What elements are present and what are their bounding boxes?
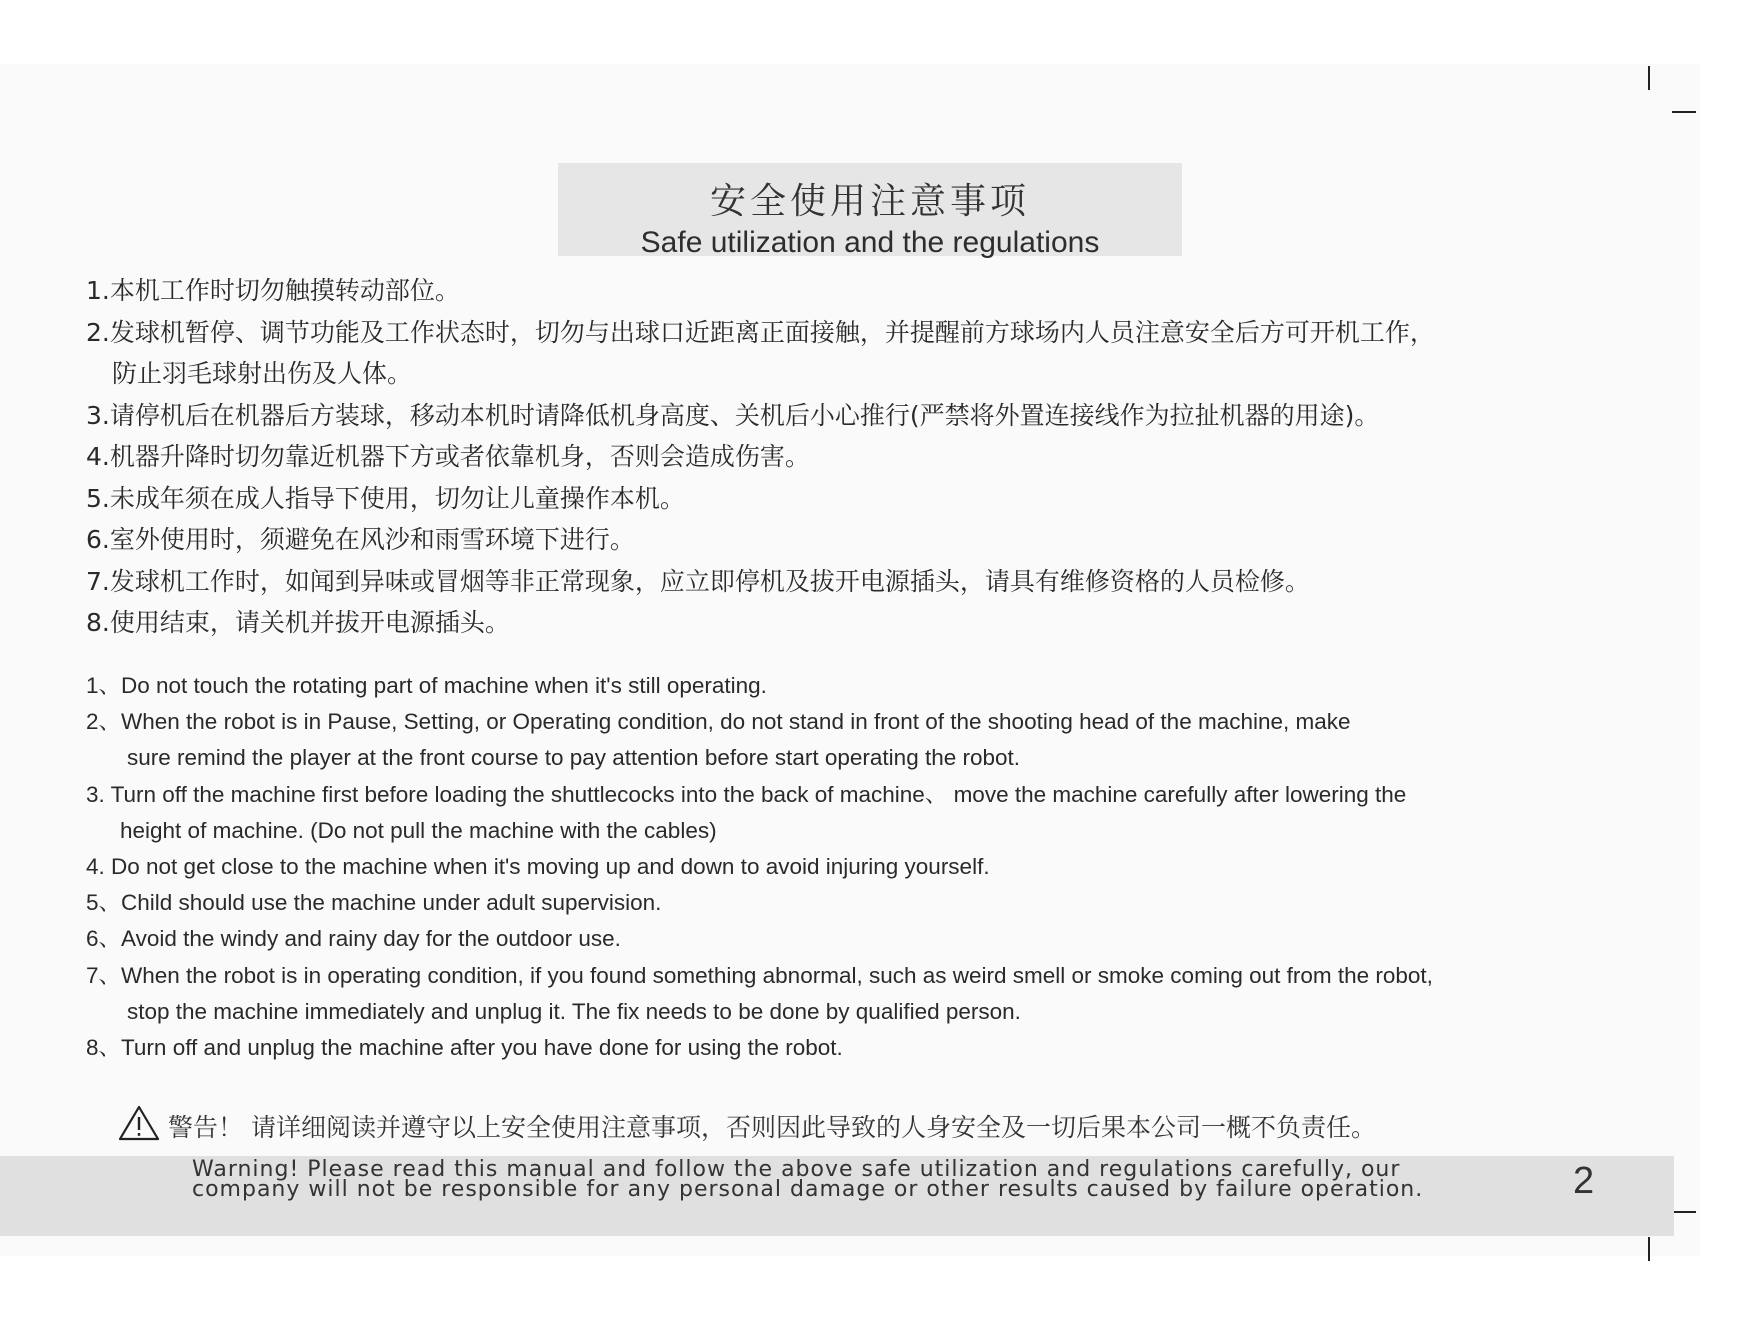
warning-chinese (118, 1105, 1376, 1147)
zh-item-5: 5.未成年须在成人指导下使用，切勿让儿童操作本机。 (86, 483, 685, 513)
warning-english-line-2: company will not be responsible for any personal damage or other results caused by failure operation. (192, 1177, 1424, 1202)
en-item-1: 1、Do not touch the rotating part of machine when it's still operating. (86, 673, 767, 698)
crop-mark-bottom-vertical (1648, 1237, 1650, 1261)
zh-item-2-continued: 防止羽毛球射出伤及人体。 (112, 359, 413, 388)
zh-item-7: 7.发球机工作时，如闻到异味或冒烟等非正常现象，应立即停机及拔开电源插头，请具有维修资格的人员检修。 (86, 566, 1310, 596)
warning-triangle-icon (118, 1105, 160, 1147)
en-item-4: 4. Do not get close to the machine when it's moving up and down to avoid injuring yourself. (86, 853, 990, 879)
title-box (558, 163, 1182, 259)
en-item-7-continued: stop the machine immediately and unplug it. The fix needs to be done by qualified person. (127, 998, 1021, 1024)
title-english: Safe utilization and the regulations (640, 226, 1100, 259)
en-item-8: 8、Turn off and unplug the machine after you have done for using the robot. (86, 1034, 843, 1060)
en-item-3: 3. Turn off the machine first before loading the shuttlecocks into the back of machine、 move the machine carefully after lowering the (86, 781, 1407, 807)
en-item-6: 6、Avoid the windy and rainy day for the outdoor use. (86, 926, 621, 952)
en-item-5: 5、Child should use the machine under adult supervision. (86, 890, 662, 916)
warning-english-line-1: Warning! Please read this manual and follow the above safe utilization and regulations carefully, our (192, 1157, 1401, 1182)
zh-item-2: 2.发球机暂停、调节功能及工作状态时，切勿与出球口近距离正面接触，并提醒前方球场内人员注意安全后方可开机工作， (86, 317, 1435, 347)
chinese-safety-list (86, 270, 1626, 644)
english-safety-list (86, 668, 1646, 1066)
zh-item-6: 6.室外使用时，须避免在风沙和雨雪环境下进行。 (86, 525, 635, 554)
crop-mark-top-horizontal (1672, 111, 1696, 113)
zh-item-3: 3.请停机后在机器后方装球，移动本机时请降低机身高度、关机后小心推行(严禁将外置连接线作为拉扯机器的用途)。 (86, 400, 1380, 430)
en-item-3-continued: height of machine. (Do not pull the machine with the cables) (120, 817, 717, 843)
title-chinese: 安全使用注意事项 (709, 181, 1030, 222)
crop-mark-bottom-horizontal (1672, 1211, 1696, 1213)
zh-item-1: 1.本机工作时切勿触摸转动部位。 (86, 276, 460, 305)
warning-chinese-text: 警告！ 请详细阅读并遵守以上安全使用注意事项，否则因此导致的人身安全及一切后果本公司一概不负责任。 (168, 1113, 1376, 1142)
page-number: 2 (1573, 1160, 1595, 1202)
en-item-2: 2、When the robot is in Pause, Setting, or Operating condition, do not stand in front of the shooting head of the machine, make (86, 709, 1351, 735)
en-item-7: 7、When the robot is in operating condition, if you found something abnormal, such as weird smell or smoke coming out from the robot, (86, 962, 1433, 988)
warning-english (192, 1157, 1492, 1202)
crop-mark-top-vertical (1648, 66, 1650, 90)
zh-item-8: 8.使用结束，请关机并拔开电源插头。 (86, 608, 510, 637)
en-item-2-continued: sure remind the player at the front course to pay attention before start operating the robot. (127, 745, 1021, 771)
zh-item-4: 4.机器升降时切勿靠近机器下方或者依靠机身，否则会造成伤害。 (86, 442, 810, 471)
